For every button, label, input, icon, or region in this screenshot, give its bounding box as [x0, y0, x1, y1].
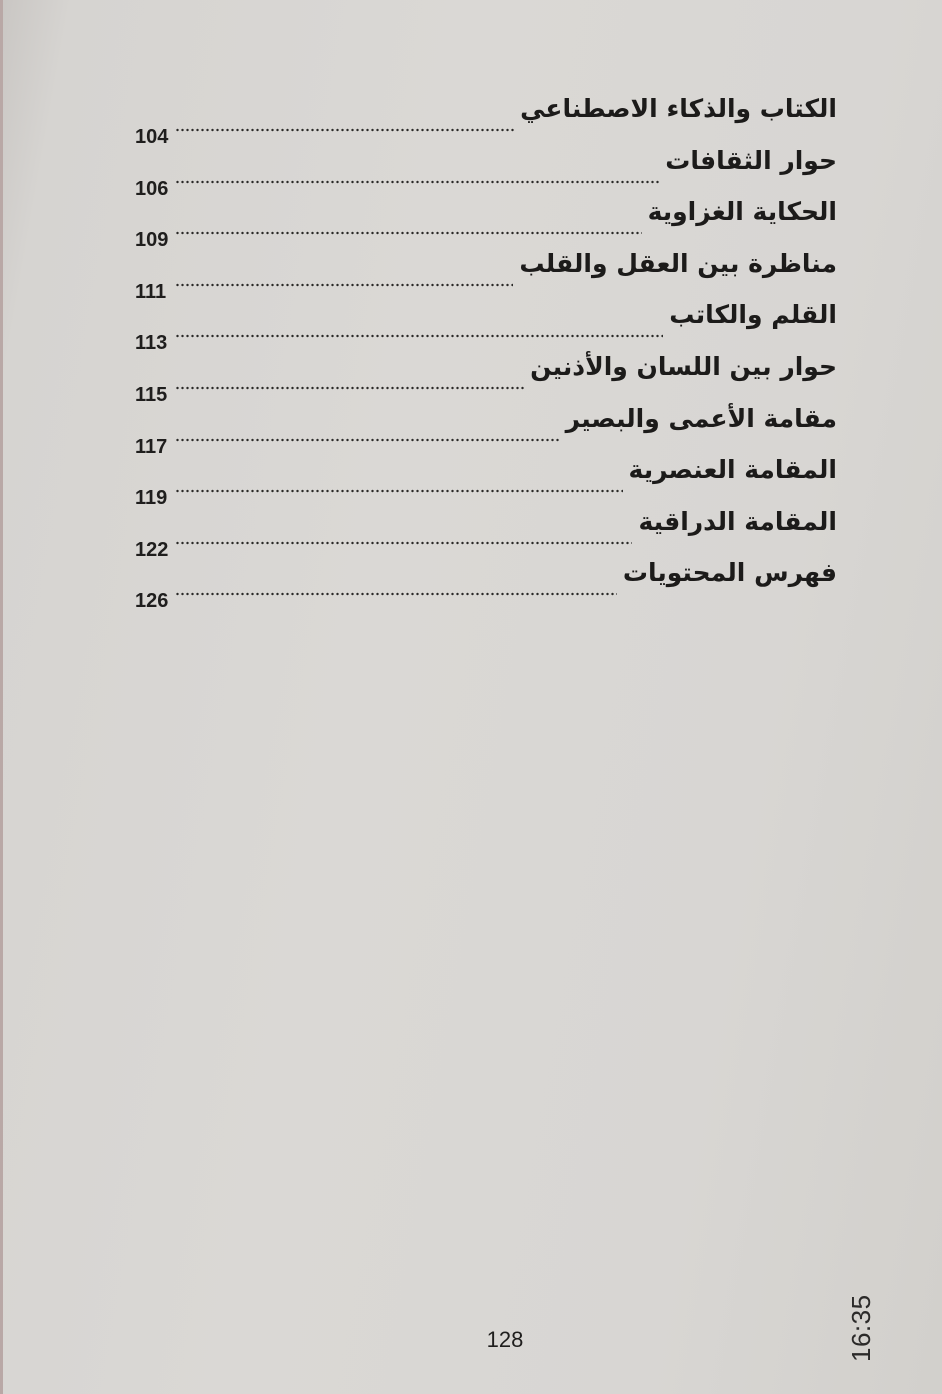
- page-number: 128: [486, 1327, 524, 1352]
- toc-entry-page: 119: [135, 487, 168, 510]
- toc-entry-page: 122: [135, 538, 169, 561]
- dot-leader: [175, 385, 524, 391]
- dot-leader: [175, 540, 632, 546]
- toc-entry-page: 111: [135, 280, 167, 303]
- toc-entry-title: الحكاية الغزاوية: [647, 197, 837, 227]
- toc-entry: [135, 505, 855, 561]
- toc-entry: [135, 453, 855, 510]
- toc-entry: [135, 402, 855, 458]
- toc-entry-page: 117: [135, 435, 168, 458]
- toc-entry: [135, 195, 855, 252]
- toc-entry-page: 104: [135, 126, 169, 148]
- dot-leader: [175, 437, 560, 443]
- toc-entry-title: القلم والكاتب: [669, 300, 837, 330]
- toc-entry-title: المقامة الدراقية: [638, 506, 837, 536]
- photo-timestamp: 16:35: [846, 1294, 876, 1362]
- toc-entry: [135, 247, 855, 303]
- toc-entry: [135, 144, 855, 200]
- toc-entry-page: 113: [135, 332, 168, 355]
- toc-entry-page: 115: [135, 383, 168, 406]
- toc-entry-title: فهرس المحتويات: [622, 558, 837, 588]
- toc-entry-title: المقامة العنصرية: [628, 455, 837, 485]
- toc-entry: [135, 298, 855, 355]
- toc-entry-title: مناظرة بين العقل والقلب: [519, 248, 837, 278]
- page-edge: [0, 0, 3, 1394]
- toc-entry-page: 109: [135, 229, 169, 252]
- toc-entry: [135, 350, 855, 406]
- dot-leader: [175, 333, 663, 339]
- dot-leader: [175, 282, 513, 288]
- toc-entry-title: الكتاب والذكاء الاصطناعي: [520, 94, 837, 123]
- dot-leader: [175, 591, 617, 597]
- dot-leader: [175, 230, 642, 236]
- toc-entry-title: مقامة الأعمى والبصير: [565, 403, 837, 433]
- dot-leader: [175, 488, 623, 494]
- toc-entry-title: حوار الثقافات: [665, 145, 837, 175]
- dot-leader: [175, 179, 659, 185]
- toc-entry: [135, 556, 855, 613]
- toc-entry-title: حوار بين اللسان والأذنين: [530, 351, 837, 381]
- table-of-contents: [135, 92, 855, 613]
- toc-entry-page: 106: [135, 177, 169, 200]
- toc-entry-page: 126: [135, 590, 169, 613]
- dot-leader: [175, 127, 514, 133]
- toc-entry: [135, 92, 855, 148]
